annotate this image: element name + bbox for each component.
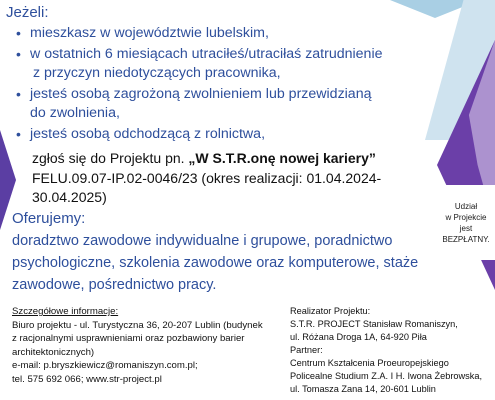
bullet-icon: • [16,86,21,102]
details-line: Biuro projektu - ul. Turystyczna 36, 20-207 Lublin (budynek [12,319,263,331]
phone-website-text: tel. 575 692 066; www.str-project.pl [12,373,162,385]
offer-line: psychologiczne, szkolenia zawodowe oraz komputerowe, staże [12,255,419,271]
details-line: z racjonalnymi usprawnieniami oraz pozbawiony barier [12,333,245,344]
side-note-line: Udział [454,201,478,211]
list-item [0,45,430,83]
details-line: architektonicznych) [12,346,95,358]
condition-text-continued: do zwolnienia, [30,105,120,121]
realizer-line: ul. Różana Droga 1A, 64-920 Piła [290,332,427,342]
project-call-prefix: zgłoś się do Projektu pn. [32,150,189,166]
side-note-line: jest [459,223,473,233]
condition-text: jesteś osobą zagrożoną zwolnieniem lub przewidzianą [30,86,372,102]
realizer-line: Centrum Kształcenia Proeuropejskiego [290,358,449,368]
offer-line: zawodowe, pośrednictwo pracy. [12,277,217,293]
bullet-icon: • [16,126,21,142]
realizer-info [290,305,490,396]
bullet-icon: • [16,46,21,62]
offer-line: doradztwo zawodowe indywidualne i grupowe, poradnictwo [12,233,393,249]
contact-details [12,305,287,386]
project-code [32,169,437,207]
condition-text-continued: z przyczyn niedotyczących pracownika, [33,65,281,81]
condition-list [0,24,430,146]
project-call [32,149,432,168]
email-text: e-mail: p.bryszkiewicz@romaniszyn.com.pl; [12,360,198,371]
side-note-line: w Projekcie [445,212,487,222]
project-code-line: 30.04.2025) [32,189,107,205]
realizer-line: S.T.R. PROJECT Stanisław Romaniszyn, [290,319,458,329]
offer-text [12,230,432,296]
realizer-line: ul. Tomasza Zana 14, 20-601 Lublin [290,384,436,394]
project-name: „W S.T.R.onę nowej kariery” [188,150,376,166]
side-note-line: BEZPŁATNY. [442,234,490,244]
condition-text: w ostatnich 6 miesiącach utraciłeś/utraciłaś zatrudnienie [30,46,383,62]
project-code-line: FELU.09.07-IP.02-0046/23 (okres realizacji: 01.04.2024- [32,170,382,186]
bullet-icon: • [16,25,21,41]
realizer-line: Policealne Studium Z.A. I H. Iwona Żebrowska, [290,371,482,381]
list-item [0,24,430,43]
intro-heading: Jeżeli: [6,4,49,21]
offer-heading: Oferujemy: [12,210,86,227]
list-item [0,125,430,144]
realizer-line: Partner: [290,345,323,355]
free-participation-note [437,185,495,260]
condition-text: mieszkasz w województwie lubelskim, [30,25,269,41]
realizer-line: Realizator Projektu: [290,306,371,316]
list-item [0,85,430,123]
details-heading: Szczegółowe informacje: [12,306,119,317]
condition-text: jesteś osobą odchodzącą z rolnictwa, [30,126,266,142]
